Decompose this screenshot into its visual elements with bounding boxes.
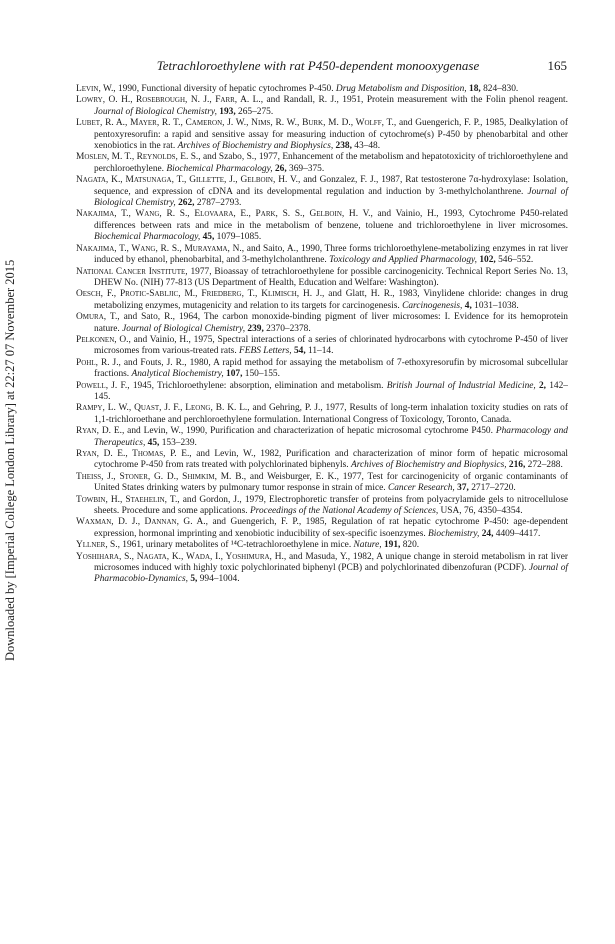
ref-volume: 2, — [535, 380, 547, 391]
ref-text: and Vainio, H., 1975, Spectral interactions of a series of chlorinated hydrocarbons with cytochrome P-450 of liver microsomes from various-treated rats. — [94, 334, 568, 357]
ref-pages: 994–1004. — [197, 574, 240, 585]
ref-journal: Journal of Biological Chemistry, — [94, 186, 568, 209]
reference-entry — [76, 267, 568, 290]
ref-pages: 153–239. — [159, 437, 197, 448]
ref-volume: 45, — [145, 437, 160, 448]
ref-journal: Toxicology and Applied Pharmacology, — [329, 255, 477, 266]
ref-journal: British Journal of Industrial Medicine, — [386, 380, 536, 391]
reference-entry — [76, 175, 568, 209]
ref-pages: 820. — [400, 540, 420, 551]
reference-entry — [76, 84, 568, 95]
ref-journal: Proceedings of the National Academy of Sciences, — [249, 506, 439, 517]
ref-text: and Levin, W., 1982, Purification and characterization of minor form of hepatic microsomal cytochrome P-450 from rats treated with polychlorinated biphenyls. — [94, 449, 568, 471]
ref-text: and Guengerich, F. P., 1985, Regulation of rat hepatic cytochrome P-450: age-dependent expression, hormonal imprinting and xenobiotic inducibility of sex-specific isoenzymes. — [94, 517, 569, 539]
ref-text: and Sato, R., 1964, The carbon monoxide-binding pigment of liver microsomes: I. Evidence for its hemoprotein nature. — [94, 312, 568, 334]
ref-volume: 262, — [175, 198, 195, 209]
ref-journal: Analytical Biochemistry, — [131, 369, 224, 380]
ref-authors: Theiss, J., Stoner, G. D., Shimkim, M. B., — [76, 471, 247, 482]
ref-text: and Levin, W., 1990, Purification and characterization of hepatic microsomal cytochrome P450. — [124, 426, 496, 437]
ref-journal: Journal of Pharmacobio-Dynamics, — [94, 563, 568, 585]
ref-journal: Pharmacology and Therapeutics, — [94, 426, 568, 448]
ref-journal: FEBS Letters, — [239, 346, 292, 357]
ref-authors: Levin, W. — [76, 84, 114, 94]
reference-entry — [76, 152, 568, 175]
ref-pages: 43–48. — [351, 141, 381, 152]
ref-journal: Biochemical Pharmacology, — [166, 163, 273, 174]
page-header — [115, 57, 567, 75]
ref-journal: Biochemistry, — [428, 528, 480, 539]
ref-authors: Lubet, R. A., Mayer, R. T., Cameron, J. W., Nims, R. W., Burk, M. D., Wolff, T., — [76, 118, 397, 129]
ref-journal: Cancer Research, — [387, 483, 455, 494]
ref-text: 1945, Trichloroethylene: absorption, elimination and metabolism. — [129, 380, 387, 391]
ref-volume: 26, — [272, 163, 287, 174]
ref-volume: 239, — [245, 323, 264, 334]
reference-entry — [76, 381, 568, 404]
ref-text: and Gehring, P. J., 1977, Results of long-term inhalation toxicity studies on rats of 1,1-trichloroethane and perchloroethylene formulation. International Congress of Toxicology, Toronto, Canada. — [94, 403, 568, 425]
ref-authors: Moslen, M. T., Reynolds, E. S., — [76, 152, 201, 163]
reference-entry — [76, 517, 568, 540]
download-watermark — [1, 259, 19, 661]
ref-authors: Lowry, O. H., Rosebrough, N. J., Farr, A. L., — [76, 95, 264, 106]
ref-journal: Biochemical Pharmacology, — [94, 232, 201, 243]
reference-entry — [76, 449, 568, 472]
ref-text: and Glatt, H. R., 1983, Vinylidene chloride: changes in drug metabolizing enzymes, mutagenicity and relation to its targets for carcinogenesis. — [94, 289, 568, 311]
ref-text: and Masuda, Y., 1982, A unique change in steroid metabolism in rat liver microsomes induced with highly toxic polychlorinated biphenyl (PCB) and polychlorinated dibenzofuran (PCDF). — [94, 551, 568, 574]
ref-authors: Rampy, L. W., Quast, J. F., Leong, B. K. L., — [76, 403, 250, 414]
ref-journal: Journal of Biological Chemistry, — [122, 323, 246, 334]
ref-volume: 54, — [291, 346, 306, 357]
ref-authors: Omura, T., — [76, 312, 120, 323]
ref-volume: 238, — [333, 141, 352, 152]
ref-pages: 369–375. — [286, 163, 325, 174]
ref-text: and Saito, A., 1990, Three forms trichloroethylene-metabolizing enzymes in rat liver induced by ethanol, phenobarbital, and 3-methylcholanthrene. — [94, 243, 568, 266]
ref-text: , 1990, Functional diversity of hepatic cytochromes P-450. — [113, 84, 336, 94]
download-watermark-text: Downloaded by [Imperial College London Library] at 22:27 07 November 2015 — [3, 259, 17, 661]
ref-volume: 191, — [381, 540, 401, 551]
reference-entry — [76, 209, 568, 243]
reference-entry — [76, 540, 568, 551]
ref-pages: 2370–2378. — [263, 323, 311, 334]
ref-authors: Ryan, D. E., Thomas, P. E., — [76, 449, 192, 459]
ref-authors: National Cancer Institute, — [76, 266, 188, 277]
reference-entry — [76, 335, 568, 358]
ref-authors: Pelkonen, O., — [76, 334, 131, 345]
ref-journal: Drug Metabolism and Disposition, — [335, 84, 467, 94]
reference-list — [76, 84, 568, 586]
ref-authors: Oesch, F., Protic-Sabljic, M., Friedberg, T., Klimisch, H. J., — [76, 289, 325, 300]
ref-text: and Szabo, S., 1977, Enhancement of the metabolism and hepatotoxicity of trichloroethylene and perchloroethylene. — [94, 152, 568, 174]
running-title: Tetrachloroethylene with rat P450-dependent monooxygenase — [156, 58, 480, 73]
ref-text: and Gordon, J., 1979, Electrophoretic transfer of proteins from polyacrylamide gels to nitrocellulose sheets. Procedure and some applications. — [94, 494, 568, 517]
ref-volume: 18, — [466, 84, 481, 94]
ref-journal: Archives of Biochemistry and Biophysics, — [350, 460, 507, 471]
reference-entry — [76, 358, 568, 381]
page-number: 165 — [547, 58, 567, 73]
reference-entry — [76, 426, 568, 449]
ref-authors: Ryan, D. E., — [76, 426, 125, 437]
reference-entry — [76, 312, 568, 335]
ref-text: and Gonzalez, F. J., 1987, Rat testosterone 7α-hydroxylase: Isolation, sequence, and expression of cDNA and its developmental regulation and induction by 3-methylcholanthrene. — [94, 175, 569, 197]
ref-pages: 142–145. — [94, 380, 568, 402]
ref-journal: Journal of Biological Chemistry, — [94, 106, 217, 117]
ref-authors: Waxman, D. J., Dannan, G. A., — [76, 517, 208, 528]
reference-entry — [76, 118, 568, 152]
ref-pages: 1079–1085. — [214, 232, 262, 243]
ref-journal: Carcinogenesis, — [402, 300, 463, 311]
ref-pages: 11–14. — [305, 346, 334, 357]
ref-volume: 216, — [506, 460, 526, 471]
ref-volume: 107, — [223, 369, 243, 380]
ref-authors: Nakajima, T., Wang, R. S., Murayama, N., — [76, 243, 245, 254]
ref-authors: Nakajima, T., Wang, R. S., Elovaara, E., Park, S. S., Gelboin, H. V., — [76, 209, 373, 220]
ref-authors: Yllner, S., — [76, 540, 120, 551]
ref-pages: USA, 76, 4350–4354. — [438, 506, 523, 517]
reference-entry — [76, 95, 568, 118]
ref-authors: Yoshihara, S., Nagata, K., Wada, I., Yoshimura, H., — [76, 551, 287, 562]
ref-pages: 1031–1038. — [471, 300, 519, 311]
ref-text: and Vainio, H., 1993, Cytochrome P450-related differences between rats and mice in the metabolism of benzene, toluene and trichloroethylene in liver microsomes. — [94, 209, 568, 231]
ref-authors: Nagata, K., Matsunaga, T., Gillette, J., Gelboin, H. V., — [76, 175, 301, 186]
ref-text: and Randall, R. J., 1951, Protein measurement with the Folin phenol reagent. — [263, 95, 568, 106]
ref-authors: Towbin, H., Staehelin, T., — [76, 494, 180, 505]
ref-volume: 24, — [479, 528, 494, 539]
ref-volume: 5, — [188, 574, 198, 585]
ref-pages: 2787–2793. — [194, 198, 242, 209]
ref-pages: 265–275. — [235, 106, 274, 117]
reference-entry — [76, 472, 568, 495]
ref-pages: 546–552. — [495, 255, 534, 266]
ref-pages: 150–155. — [242, 369, 280, 380]
ref-volume: 4, — [462, 300, 472, 311]
ref-pages: 4409–4417. — [493, 528, 541, 539]
ref-volume: 37, — [454, 483, 469, 494]
ref-volume: 102, — [477, 255, 496, 266]
ref-pages: 2717–2720. — [468, 483, 516, 494]
ref-authors: Powell, J. F., — [76, 380, 130, 391]
ref-text: and Guengerich, F. P., 1985, Dealkylation of pentoxyresorufin: a rapid and sensitive assay for measuring induction of cytochrome(s) P-450 by phenobarbital and other xenobiotics in the rat. — [94, 118, 568, 152]
reference-entry — [76, 289, 568, 312]
ref-pages: 272–288. — [525, 460, 563, 471]
reference-entry — [76, 403, 568, 426]
ref-text: 1961, urinary metabolites of ¹⁴C-tetrachloroethylene in mice. — [119, 540, 354, 551]
ref-text: and Fouts, J. R., 1980, A rapid method for assaying the metabolism of 7-ethoxyresorufin by microsomal subcellular fractions. — [94, 357, 568, 380]
ref-journal: Nature, — [353, 540, 382, 551]
ref-authors: Pohl, R. J., — [76, 357, 121, 368]
ref-text: 1977, Bioassay of tetrachloroethylene for possible carcinogenicity. Technical Report Series No. 13, DHEW No. (NIH) 77-813 (US Department of Health, Education and Welfare: Washington). — [94, 266, 569, 288]
reference-entry — [76, 552, 568, 586]
ref-text: and Weisburger, E. K., 1977, Test for carcinogenicity of organic contaminants of United States drinking waters by pulmonary tumor response in strain of mice. — [94, 471, 568, 494]
ref-volume: 193, — [216, 106, 236, 117]
reference-entry — [76, 244, 568, 267]
reference-entry — [76, 495, 568, 518]
ref-pages: 824–830. — [480, 84, 519, 94]
ref-volume: 45, — [200, 232, 215, 243]
ref-journal: Archives of Biochemistry and Biophysics, — [177, 141, 334, 152]
